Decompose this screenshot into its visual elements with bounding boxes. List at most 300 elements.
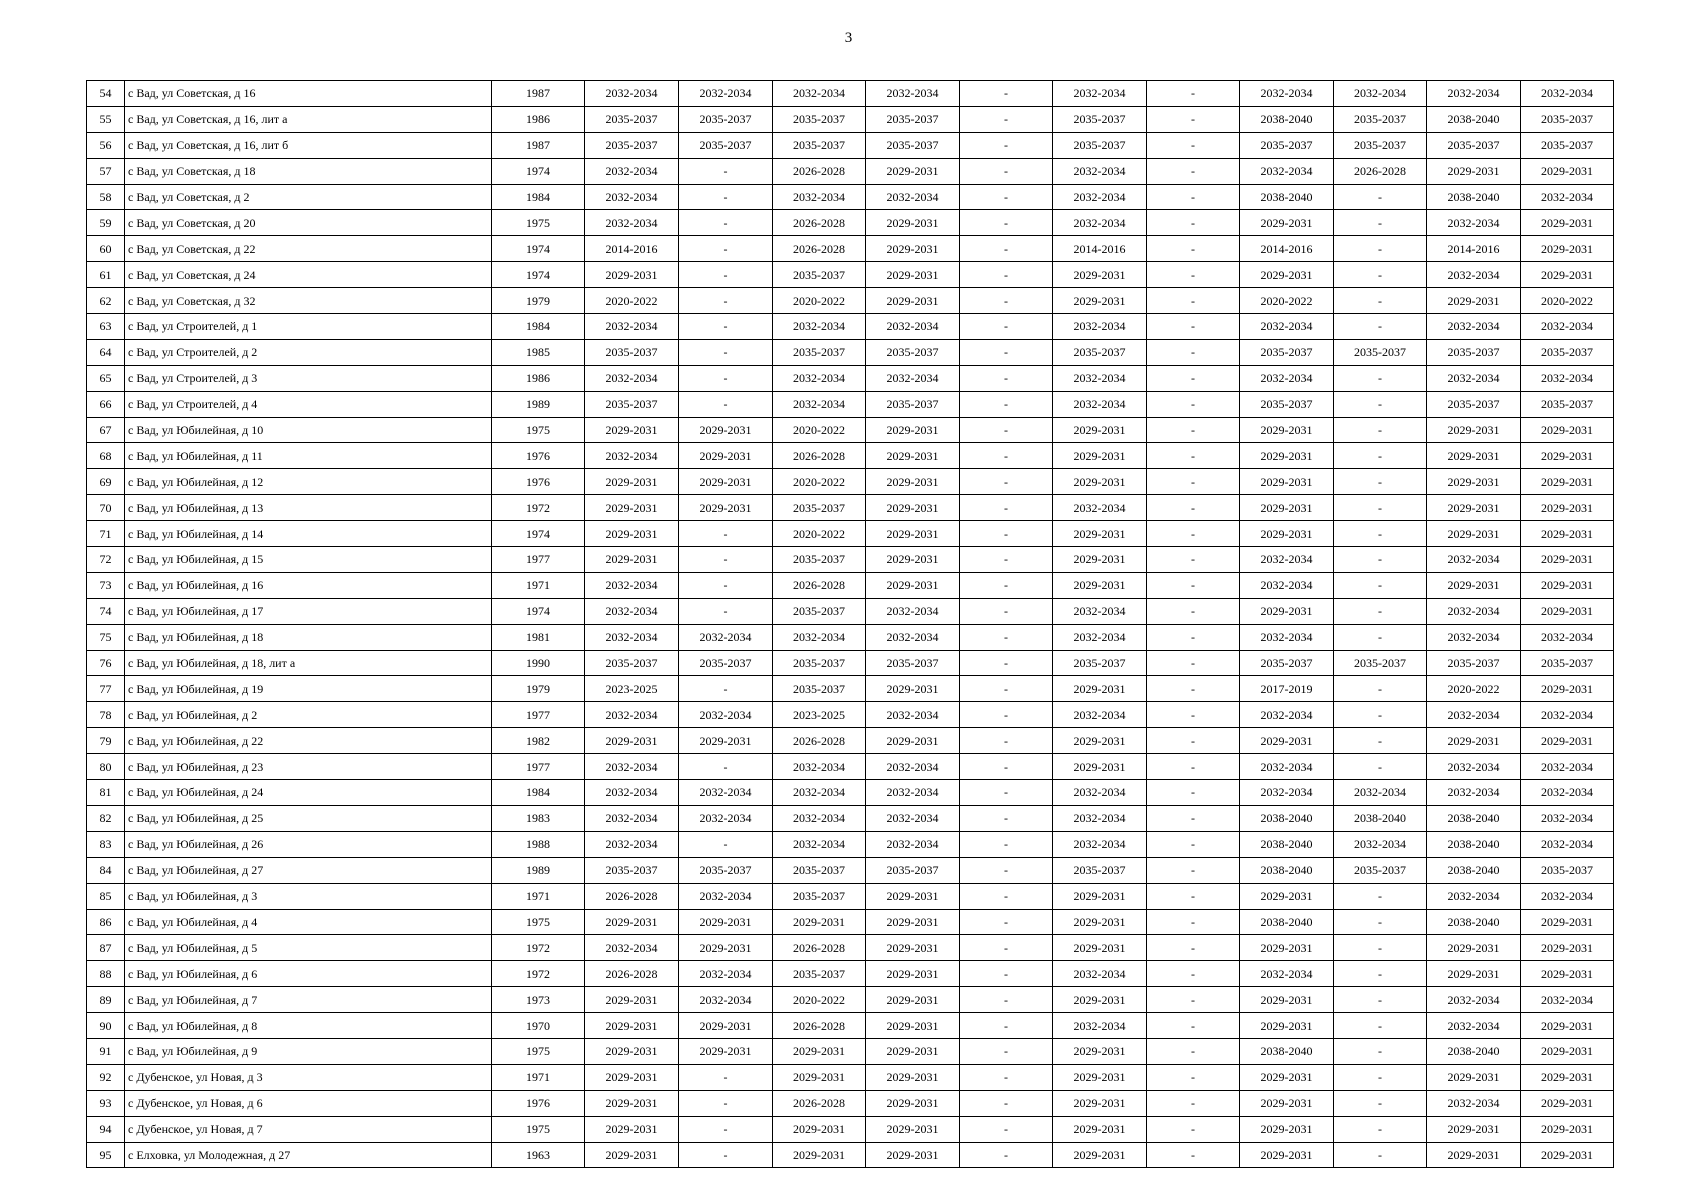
table-row xyxy=(87,1038,1614,1064)
cell-c11: 2032-2034 xyxy=(1521,987,1614,1013)
cell-c1: 2032-2034 xyxy=(585,443,679,469)
cell-c5: - xyxy=(960,106,1053,132)
cell-c7: - xyxy=(1147,81,1240,107)
cell-year-built: 1977 xyxy=(492,702,585,728)
cell-c6: 2035-2037 xyxy=(1053,339,1147,365)
cell-c4: 2035-2037 xyxy=(866,650,960,676)
cell-c9: - xyxy=(1334,210,1427,236)
cell-row-number: 89 xyxy=(87,987,125,1013)
cell-address: с Вад, ул Советская, д 22 xyxy=(125,236,492,262)
cell-c3: 2029-2031 xyxy=(773,1116,866,1142)
cell-c6: 2032-2034 xyxy=(1053,598,1147,624)
cell-c11: 2032-2034 xyxy=(1521,365,1614,391)
cell-address: с Вад, ул Юбилейная, д 11 xyxy=(125,443,492,469)
cell-c3: 2026-2028 xyxy=(773,443,866,469)
cell-c8: 2032-2034 xyxy=(1240,702,1334,728)
cell-c3: 2026-2028 xyxy=(773,1090,866,1116)
table-row xyxy=(87,339,1614,365)
cell-c7: - xyxy=(1147,598,1240,624)
cell-c7: - xyxy=(1147,624,1240,650)
cell-c11: 2032-2034 xyxy=(1521,81,1614,107)
cell-c1: 2032-2034 xyxy=(585,598,679,624)
cell-c9: - xyxy=(1334,961,1427,987)
table-row xyxy=(87,1064,1614,1090)
cell-c9: - xyxy=(1334,1038,1427,1064)
cell-year-built: 1971 xyxy=(492,883,585,909)
table-row xyxy=(87,158,1614,184)
cell-c11: 2029-2031 xyxy=(1521,236,1614,262)
cell-c1: 2029-2031 xyxy=(585,1116,679,1142)
cell-c1: 2032-2034 xyxy=(585,314,679,340)
cell-row-number: 85 xyxy=(87,883,125,909)
cell-c2: - xyxy=(679,365,773,391)
cell-c6: 2029-2031 xyxy=(1053,417,1147,443)
cell-c8: 2038-2040 xyxy=(1240,1038,1334,1064)
cell-address: с Вад, ул Строителей, д 4 xyxy=(125,391,492,417)
cell-c11: 2032-2034 xyxy=(1521,805,1614,831)
cell-c3: 2035-2037 xyxy=(773,547,866,573)
cell-address: с Вад, ул Юбилейная, д 18 xyxy=(125,624,492,650)
cell-c7: - xyxy=(1147,728,1240,754)
cell-c1: 2026-2028 xyxy=(585,883,679,909)
cell-c9: 2035-2037 xyxy=(1334,339,1427,365)
cell-c6: 2029-2031 xyxy=(1053,288,1147,314)
cell-c8: 2029-2031 xyxy=(1240,935,1334,961)
cell-c5: - xyxy=(960,676,1053,702)
cell-c5: - xyxy=(960,210,1053,236)
cell-c11: 2032-2034 xyxy=(1521,314,1614,340)
cell-c2: - xyxy=(679,184,773,210)
cell-c9: - xyxy=(1334,314,1427,340)
cell-c3: 2023-2025 xyxy=(773,702,866,728)
cell-year-built: 1977 xyxy=(492,754,585,780)
cell-row-number: 75 xyxy=(87,624,125,650)
cell-row-number: 93 xyxy=(87,1090,125,1116)
cell-c10: 2038-2040 xyxy=(1427,831,1521,857)
cell-c8: 2029-2031 xyxy=(1240,1142,1334,1168)
cell-address: с Вад, ул Юбилейная, д 5 xyxy=(125,935,492,961)
cell-c5: - xyxy=(960,1142,1053,1168)
cell-c2: 2035-2037 xyxy=(679,132,773,158)
cell-c10: 2029-2031 xyxy=(1427,961,1521,987)
cell-year-built: 1974 xyxy=(492,521,585,547)
cell-year-built: 1981 xyxy=(492,624,585,650)
cell-address: с Вад, ул Советская, д 20 xyxy=(125,210,492,236)
cell-row-number: 91 xyxy=(87,1038,125,1064)
cell-c11: 2029-2031 xyxy=(1521,158,1614,184)
cell-c3: 2026-2028 xyxy=(773,158,866,184)
cell-c4: 2029-2031 xyxy=(866,1116,960,1142)
cell-year-built: 1975 xyxy=(492,1116,585,1142)
cell-c4: 2029-2031 xyxy=(866,288,960,314)
cell-c6: 2029-2031 xyxy=(1053,1090,1147,1116)
cell-c5: - xyxy=(960,987,1053,1013)
cell-address: с Вад, ул Советская, д 24 xyxy=(125,262,492,288)
cell-c11: 2029-2031 xyxy=(1521,598,1614,624)
cell-c5: - xyxy=(960,417,1053,443)
cell-c9: - xyxy=(1334,702,1427,728)
cell-c4: 2032-2034 xyxy=(866,831,960,857)
cell-c7: - xyxy=(1147,1038,1240,1064)
cell-c6: 2035-2037 xyxy=(1053,132,1147,158)
cell-row-number: 64 xyxy=(87,339,125,365)
cell-c11: 2029-2031 xyxy=(1521,909,1614,935)
cell-c1: 2029-2031 xyxy=(585,1142,679,1168)
cell-c5: - xyxy=(960,961,1053,987)
cell-c8: 2014-2016 xyxy=(1240,236,1334,262)
cell-year-built: 1985 xyxy=(492,339,585,365)
cell-c4: 2029-2031 xyxy=(866,158,960,184)
cell-c5: - xyxy=(960,391,1053,417)
cell-year-built: 1987 xyxy=(492,81,585,107)
cell-c4: 2035-2037 xyxy=(866,132,960,158)
cell-year-built: 1984 xyxy=(492,314,585,340)
table-row xyxy=(87,805,1614,831)
cell-c9: 2035-2037 xyxy=(1334,132,1427,158)
cell-c6: 2032-2034 xyxy=(1053,624,1147,650)
cell-c11: 2029-2031 xyxy=(1521,1013,1614,1039)
cell-c9: - xyxy=(1334,521,1427,547)
cell-year-built: 1972 xyxy=(492,961,585,987)
cell-row-number: 94 xyxy=(87,1116,125,1142)
cell-c2: - xyxy=(679,288,773,314)
cell-c2: - xyxy=(679,754,773,780)
cell-year-built: 1972 xyxy=(492,935,585,961)
cell-c2: - xyxy=(679,547,773,573)
cell-c5: - xyxy=(960,883,1053,909)
cell-c10: 2035-2037 xyxy=(1427,391,1521,417)
cell-c11: 2035-2037 xyxy=(1521,857,1614,883)
cell-address: с Вад, ул Юбилейная, д 14 xyxy=(125,521,492,547)
cell-c11: 2029-2031 xyxy=(1521,1064,1614,1090)
cell-c2: - xyxy=(679,314,773,340)
cell-address: с Вад, ул Юбилейная, д 10 xyxy=(125,417,492,443)
cell-c8: 2038-2040 xyxy=(1240,805,1334,831)
cell-c11: 2029-2031 xyxy=(1521,547,1614,573)
cell-address: с Вад, ул Юбилейная, д 15 xyxy=(125,547,492,573)
cell-c11: 2029-2031 xyxy=(1521,469,1614,495)
cell-c11: 2032-2034 xyxy=(1521,780,1614,806)
cell-c3: 2026-2028 xyxy=(773,572,866,598)
cell-c11: 2032-2034 xyxy=(1521,624,1614,650)
table-body xyxy=(87,81,1614,1168)
cell-c2: 2035-2037 xyxy=(679,650,773,676)
cell-c9: 2032-2034 xyxy=(1334,81,1427,107)
cell-address: с Вад, ул Юбилейная, д 23 xyxy=(125,754,492,780)
cell-c1: 2029-2031 xyxy=(585,1064,679,1090)
cell-c10: 2032-2034 xyxy=(1427,314,1521,340)
cell-c5: - xyxy=(960,262,1053,288)
cell-c7: - xyxy=(1147,521,1240,547)
table-row xyxy=(87,831,1614,857)
cell-address: с Вад, ул Советская, д 32 xyxy=(125,288,492,314)
cell-c5: - xyxy=(960,1013,1053,1039)
cell-c10: 2038-2040 xyxy=(1427,106,1521,132)
cell-c5: - xyxy=(960,805,1053,831)
cell-c9: - xyxy=(1334,935,1427,961)
cell-c3: 2026-2028 xyxy=(773,728,866,754)
cell-c8: 2029-2031 xyxy=(1240,210,1334,236)
cell-c8: 2038-2040 xyxy=(1240,184,1334,210)
cell-row-number: 77 xyxy=(87,676,125,702)
cell-c10: 2029-2031 xyxy=(1427,521,1521,547)
cell-c5: - xyxy=(960,365,1053,391)
cell-c8: 2029-2031 xyxy=(1240,987,1334,1013)
cell-c7: - xyxy=(1147,572,1240,598)
cell-c9: - xyxy=(1334,909,1427,935)
cell-c7: - xyxy=(1147,1013,1240,1039)
cell-c3: 2026-2028 xyxy=(773,935,866,961)
cell-c4: 2029-2031 xyxy=(866,728,960,754)
cell-c5: - xyxy=(960,831,1053,857)
cell-c6: 2029-2031 xyxy=(1053,883,1147,909)
cell-c6: 2035-2037 xyxy=(1053,650,1147,676)
cell-c3: 2035-2037 xyxy=(773,339,866,365)
cell-c4: 2032-2034 xyxy=(866,81,960,107)
cell-c6: 2032-2034 xyxy=(1053,495,1147,521)
cell-c3: 2035-2037 xyxy=(773,961,866,987)
cell-c9: - xyxy=(1334,288,1427,314)
cell-year-built: 1984 xyxy=(492,184,585,210)
cell-address: с Вад, ул Юбилейная, д 16 xyxy=(125,572,492,598)
cell-c9: 2026-2028 xyxy=(1334,158,1427,184)
cell-c5: - xyxy=(960,935,1053,961)
cell-address: с Вад, ул Юбилейная, д 19 xyxy=(125,676,492,702)
cell-c5: - xyxy=(960,469,1053,495)
cell-c10: 2029-2031 xyxy=(1427,572,1521,598)
cell-c11: 2029-2031 xyxy=(1521,210,1614,236)
cell-c8: 2029-2031 xyxy=(1240,1064,1334,1090)
cell-c3: 2032-2034 xyxy=(773,391,866,417)
cell-c4: 2032-2034 xyxy=(866,598,960,624)
cell-c5: - xyxy=(960,1038,1053,1064)
cell-c8: 2017-2019 xyxy=(1240,676,1334,702)
cell-c3: 2035-2037 xyxy=(773,650,866,676)
cell-c3: 2029-2031 xyxy=(773,1064,866,1090)
cell-c2: 2032-2034 xyxy=(679,805,773,831)
cell-c11: 2029-2031 xyxy=(1521,1116,1614,1142)
cell-c2: 2032-2034 xyxy=(679,961,773,987)
cell-row-number: 66 xyxy=(87,391,125,417)
cell-c9: - xyxy=(1334,184,1427,210)
cell-c1: 2029-2031 xyxy=(585,262,679,288)
cell-c4: 2029-2031 xyxy=(866,1142,960,1168)
table-row xyxy=(87,106,1614,132)
cell-row-number: 81 xyxy=(87,780,125,806)
table-row xyxy=(87,987,1614,1013)
cell-c3: 2032-2034 xyxy=(773,754,866,780)
cell-c6: 2029-2031 xyxy=(1053,469,1147,495)
cell-c8: 2029-2031 xyxy=(1240,262,1334,288)
cell-c2: 2029-2031 xyxy=(679,469,773,495)
cell-c2: 2032-2034 xyxy=(679,702,773,728)
cell-year-built: 1975 xyxy=(492,210,585,236)
cell-c4: 2029-2031 xyxy=(866,1038,960,1064)
table-row xyxy=(87,728,1614,754)
cell-c11: 2035-2037 xyxy=(1521,650,1614,676)
cell-c7: - xyxy=(1147,1116,1240,1142)
cell-c8: 2035-2037 xyxy=(1240,132,1334,158)
table-row xyxy=(87,469,1614,495)
cell-c6: 2014-2016 xyxy=(1053,236,1147,262)
cell-c3: 2029-2031 xyxy=(773,1038,866,1064)
table-row xyxy=(87,314,1614,340)
cell-c6: 2029-2031 xyxy=(1053,547,1147,573)
cell-c3: 2032-2034 xyxy=(773,831,866,857)
cell-c9: - xyxy=(1334,547,1427,573)
cell-c5: - xyxy=(960,650,1053,676)
cell-year-built: 1989 xyxy=(492,391,585,417)
cell-c10: 2038-2040 xyxy=(1427,805,1521,831)
cell-c1: 2035-2037 xyxy=(585,650,679,676)
cell-c2: - xyxy=(679,210,773,236)
cell-row-number: 56 xyxy=(87,132,125,158)
cell-year-built: 1976 xyxy=(492,1090,585,1116)
cell-c5: - xyxy=(960,81,1053,107)
cell-address: с Вад, ул Юбилейная, д 13 xyxy=(125,495,492,521)
cell-c11: 2029-2031 xyxy=(1521,262,1614,288)
cell-c9: 2035-2037 xyxy=(1334,106,1427,132)
cell-c7: - xyxy=(1147,210,1240,236)
cell-c4: 2029-2031 xyxy=(866,1090,960,1116)
cell-c4: 2029-2031 xyxy=(866,909,960,935)
cell-c7: - xyxy=(1147,314,1240,340)
cell-c1: 2032-2034 xyxy=(585,158,679,184)
cell-c1: 2029-2031 xyxy=(585,1013,679,1039)
cell-c7: - xyxy=(1147,1142,1240,1168)
cell-c7: - xyxy=(1147,676,1240,702)
cell-address: с Вад, ул Советская, д 16, лит б xyxy=(125,132,492,158)
cell-year-built: 1988 xyxy=(492,831,585,857)
cell-c8: 2038-2040 xyxy=(1240,106,1334,132)
cell-c2: 2029-2031 xyxy=(679,1013,773,1039)
cell-row-number: 90 xyxy=(87,1013,125,1039)
cell-c8: 2038-2040 xyxy=(1240,909,1334,935)
cell-c6: 2029-2031 xyxy=(1053,1064,1147,1090)
cell-c4: 2029-2031 xyxy=(866,236,960,262)
cell-c9: - xyxy=(1334,624,1427,650)
cell-c10: 2029-2031 xyxy=(1427,728,1521,754)
cell-year-built: 1986 xyxy=(492,365,585,391)
cell-c3: 2020-2022 xyxy=(773,417,866,443)
cell-address: с Вад, ул Юбилейная, д 8 xyxy=(125,1013,492,1039)
cell-c1: 2023-2025 xyxy=(585,676,679,702)
cell-c11: 2032-2034 xyxy=(1521,702,1614,728)
cell-row-number: 79 xyxy=(87,728,125,754)
cell-year-built: 1974 xyxy=(492,598,585,624)
cell-c3: 2020-2022 xyxy=(773,288,866,314)
cell-c7: - xyxy=(1147,262,1240,288)
cell-c2: 2032-2034 xyxy=(679,883,773,909)
cell-row-number: 92 xyxy=(87,1064,125,1090)
cell-c3: 2035-2037 xyxy=(773,132,866,158)
cell-row-number: 88 xyxy=(87,961,125,987)
cell-c11: 2029-2031 xyxy=(1521,1090,1614,1116)
cell-c5: - xyxy=(960,547,1053,573)
cell-address: с Вад, ул Юбилейная, д 27 xyxy=(125,857,492,883)
cell-row-number: 60 xyxy=(87,236,125,262)
cell-c10: 2038-2040 xyxy=(1427,1038,1521,1064)
cell-address: с Вад, ул Строителей, д 3 xyxy=(125,365,492,391)
cell-c2: 2029-2031 xyxy=(679,495,773,521)
cell-c1: 2032-2034 xyxy=(585,624,679,650)
table-row xyxy=(87,1116,1614,1142)
cell-c7: - xyxy=(1147,106,1240,132)
cell-c11: 2029-2031 xyxy=(1521,1142,1614,1168)
cell-c10: 2032-2034 xyxy=(1427,754,1521,780)
cell-c7: - xyxy=(1147,184,1240,210)
cell-c1: 2032-2034 xyxy=(585,572,679,598)
cell-c9: 2032-2034 xyxy=(1334,831,1427,857)
cell-c7: - xyxy=(1147,443,1240,469)
cell-year-built: 1971 xyxy=(492,1064,585,1090)
cell-c4: 2029-2031 xyxy=(866,521,960,547)
cell-c5: - xyxy=(960,572,1053,598)
cell-address: с Вад, ул Строителей, д 1 xyxy=(125,314,492,340)
cell-c11: 2020-2022 xyxy=(1521,288,1614,314)
cell-c8: 2029-2031 xyxy=(1240,1013,1334,1039)
cell-c4: 2032-2034 xyxy=(866,365,960,391)
cell-c8: 2032-2034 xyxy=(1240,754,1334,780)
cell-c7: - xyxy=(1147,1064,1240,1090)
cell-c9: 2032-2034 xyxy=(1334,780,1427,806)
cell-c10: 2032-2034 xyxy=(1427,210,1521,236)
cell-c3: 2020-2022 xyxy=(773,469,866,495)
cell-c10: 2032-2034 xyxy=(1427,780,1521,806)
cell-c5: - xyxy=(960,288,1053,314)
cell-c9: - xyxy=(1334,391,1427,417)
cell-c11: 2032-2034 xyxy=(1521,184,1614,210)
cell-c6: 2029-2031 xyxy=(1053,909,1147,935)
cell-c1: 2029-2031 xyxy=(585,1090,679,1116)
cell-year-built: 1976 xyxy=(492,443,585,469)
cell-c6: 2035-2037 xyxy=(1053,857,1147,883)
cell-c4: 2035-2037 xyxy=(866,106,960,132)
cell-c1: 2032-2034 xyxy=(585,780,679,806)
cell-c11: 2032-2034 xyxy=(1521,831,1614,857)
cell-c2: 2029-2031 xyxy=(679,728,773,754)
cell-c10: 2035-2037 xyxy=(1427,650,1521,676)
cell-c8: 2032-2034 xyxy=(1240,961,1334,987)
cell-row-number: 63 xyxy=(87,314,125,340)
cell-c3: 2032-2034 xyxy=(773,81,866,107)
table-row xyxy=(87,572,1614,598)
cell-c9: - xyxy=(1334,676,1427,702)
cell-c10: 2032-2034 xyxy=(1427,987,1521,1013)
cell-address: с Вад, ул Юбилейная, д 9 xyxy=(125,1038,492,1064)
cell-address: с Вад, ул Юбилейная, д 22 xyxy=(125,728,492,754)
cell-row-number: 65 xyxy=(87,365,125,391)
cell-address: с Вад, ул Советская, д 16, лит а xyxy=(125,106,492,132)
cell-c3: 2035-2037 xyxy=(773,598,866,624)
cell-row-number: 76 xyxy=(87,650,125,676)
cell-c3: 2020-2022 xyxy=(773,521,866,547)
cell-c2: - xyxy=(679,831,773,857)
cell-c2: - xyxy=(679,572,773,598)
table-row xyxy=(87,1013,1614,1039)
cell-year-built: 1977 xyxy=(492,547,585,573)
cell-c7: - xyxy=(1147,987,1240,1013)
cell-c6: 2029-2031 xyxy=(1053,987,1147,1013)
cell-c4: 2032-2034 xyxy=(866,184,960,210)
cell-c2: 2032-2034 xyxy=(679,81,773,107)
cell-c4: 2029-2031 xyxy=(866,417,960,443)
cell-c2: 2032-2034 xyxy=(679,987,773,1013)
cell-c10: 2032-2034 xyxy=(1427,1013,1521,1039)
cell-c3: 2035-2037 xyxy=(773,495,866,521)
cell-c1: 2029-2031 xyxy=(585,469,679,495)
cell-c7: - xyxy=(1147,132,1240,158)
